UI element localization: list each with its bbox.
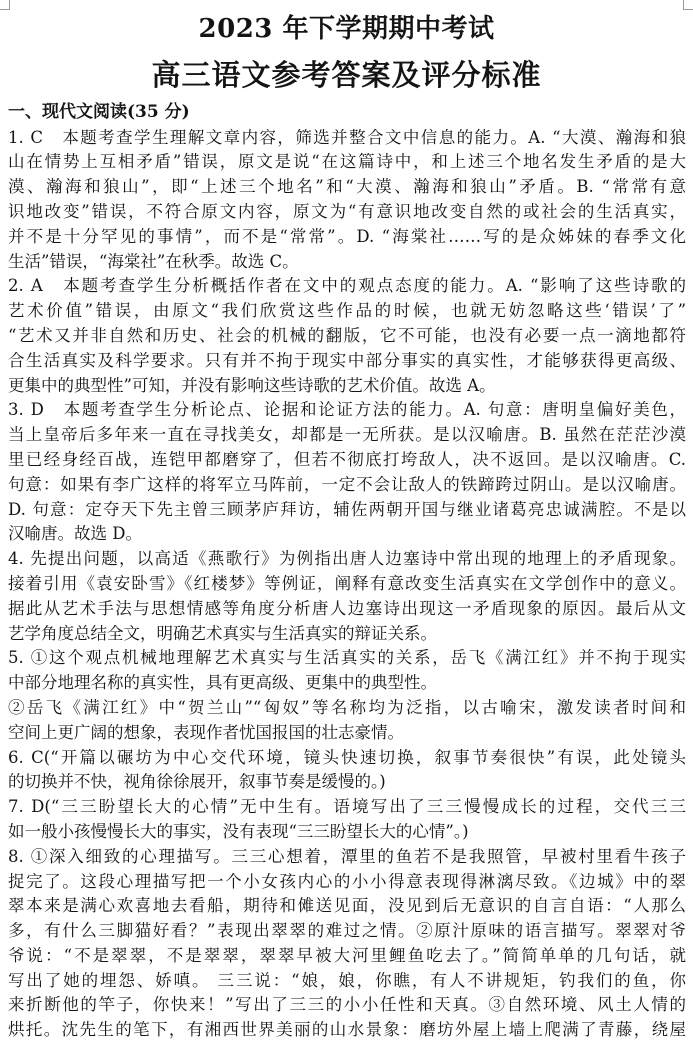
text-line: 的切换并不快，视角徐徐展开，叙事节奏是缓慢的。)	[8, 772, 386, 792]
text-line: 更集中的典型性”可知，并没有影响这些诗歌的艺术价值。故选 A。	[8, 375, 496, 395]
crop-mark-top-left	[0, 0, 10, 10]
answer-item-8	[8, 845, 686, 1043]
text-line: D. 句意：定夺天下先主曾三顾茅庐拜访，辅佐两朝开国与继业诸葛亮忠诚满腔。不是以	[8, 499, 686, 519]
text-line: 并不是十分罕见的事情”，而不是“常常”。D. “海棠社……写的是众姊妹的春季文化	[8, 226, 686, 246]
text-line: 6. C(“开篇以碾坊为中心交代环境，镜头快速切换，叙事节奏很快”有误，此处镜头	[8, 747, 686, 767]
text-line: 合生活真实及科学要求。只有并不拘于现实中部分事实的真实性，才能够获得更高级、	[8, 350, 686, 370]
crop-mark-top-right	[683, 0, 693, 10]
text-line: 山在情势上互相矛盾”错误，原文是说“在这篇诗中，和上述三个地名发生矛盾的是大	[8, 152, 686, 172]
text-line: 漠、瀚海和狼山”，即“上述三个地名”和“大漠、瀚海和狼山”矛盾。B. “常常有意	[8, 177, 686, 197]
section-heading: 一、现代文阅读(35 分)	[8, 102, 190, 122]
text-line: 烘托。沈先生的笔下，有湘西世界美丽的山水景象：磨坊外屋上墙上爬满了青藤，绕屋	[8, 1020, 686, 1040]
text-line: 来折断他的竿子，你快来！”写出了三三的小小任性和天真。③自然环境、风土人情的	[8, 995, 686, 1015]
text-line: 空间上更广阔的想象，表现作者忧国报国的壮志豪情。	[8, 722, 404, 742]
answer-item-5	[8, 646, 686, 745]
text-line: 2. A 本题考查学生分析概括作者在文中的观点态度的能力。A. “影响了这些诗歌的	[8, 276, 686, 296]
text-line: 5. ①这个观点机械地理解艺术真实与生活真实的关系，岳飞《满江红》并不拘于现实	[8, 648, 686, 668]
answer-item-7	[8, 795, 686, 845]
text-line: 当上皇帝后多年来一直在寻找美女，却都是一无所获。是以汉喻唐。B. 虽然在茫茫沙漠	[8, 425, 686, 445]
text-line: 7. D(“三三盼望长大的心情”无中生有。语境写出了三三慢慢成长的过程，交代三三	[8, 797, 686, 817]
text-line: “艺术又并非自然和历史、社会的机械的翻版，它不可能，也没有必要一点一滴地都符	[8, 325, 686, 345]
text-line: 如一般小孩慢慢长大的事实，没有表现“三三盼望长大的心情”。)	[8, 821, 469, 841]
text-line: 艺学角度总结全文，明确艺术真实与生活真实的辩证关系。	[8, 623, 437, 643]
text-line: 生活”错误，“海棠社”在秋季。故选 C。	[8, 251, 299, 271]
text-line: 1. C 本题考查学生理解文章内容，筛选并整合文中信息的能力。A. “大漠、瀚海和狼	[8, 127, 686, 147]
text-line: 3. D 本题考查学生分析论点、论据和论证方法的能力。A. 句意：唐明皇偏好美色，	[8, 400, 686, 420]
text-line: 汉喻唐。故选 D。	[8, 524, 142, 544]
text-line: 写出了她的埋怨、娇嗔。 三三说：“娘，娘，你瞧，有人不讲规矩，钓我们的鱼，你	[8, 970, 686, 990]
answer-item-4	[8, 547, 686, 646]
text-line: 里已经身经百战，连铠甲都磨穿了，但若不彻底打垮敌人，决不返回。是以汉喻唐。C.	[8, 449, 686, 469]
text-line: 翠本来是满心欢喜地去看船，期待和傩送见面，没见到后无意识的自言自语：“人那么	[8, 896, 686, 916]
answer-item-1	[8, 126, 686, 275]
text-line: 接着引用《袁安卧雪》《红楼梦》等例证，阐释有意改变生活真实在文学创作中的意义。	[8, 573, 686, 593]
text-line: 捉完了。这段心理描写把一个小女孩内心的小小得意表现得淋漓尽致。《边城》中的翠	[8, 871, 686, 891]
text-line: 识地改变”错误，不符合原文内容，原文为“有意识地改变自然的或社会的生活真实，	[8, 201, 686, 221]
text-line: 4. 先提出问题，以高适《燕歌行》为例指出唐人边塞诗中常出现的地理上的矛盾现象。	[8, 549, 686, 569]
document-subtitle: 高三语文参考答案及评分标准	[151, 58, 542, 92]
answer-list	[8, 126, 686, 1043]
text-line: 多，有什么三脚猫好看？”表现出翠翠的难过之情。②原汁原味的语言描写。翠翠对爷	[8, 921, 686, 941]
text-line: 中部分地理名称的真实性，具有更高级、更集中的典型性。	[8, 673, 437, 693]
text-line: 爷说：“不是翠翠，不是翠翠，翠翠早被大河里鲤鱼吃去了。”简简单单的几句话，就	[8, 945, 686, 965]
answer-item-2	[8, 274, 686, 398]
text-line: 据此从艺术手法与思想情感等角度分析唐人边塞诗出现这一矛盾现象的原因。最后从文	[8, 598, 686, 618]
text-line: 艺术价值”错误，由原文“我们欣赏这些作品的时候，也就无妨忽略这些‘错误’了”	[8, 301, 686, 321]
text-line: ②岳飞《满江红》中“贺兰山”“匈奴”等名称均为泛指，以古喻宋，激发读者时间和	[8, 697, 686, 717]
text-line: 8. ①深入细致的心理描写。三三心想着，潭里的鱼若不是我照管，早被村里看牛孩子	[8, 846, 686, 866]
answer-item-6	[8, 746, 686, 796]
text-line: 句意：如果有李广这样的将军立马阵前，一定不会让敌人的铁蹄跨过阴山。是以汉喻唐。	[8, 474, 686, 494]
answer-item-3	[8, 398, 686, 547]
document-title: 2023 年下学期期中考试	[198, 14, 495, 44]
